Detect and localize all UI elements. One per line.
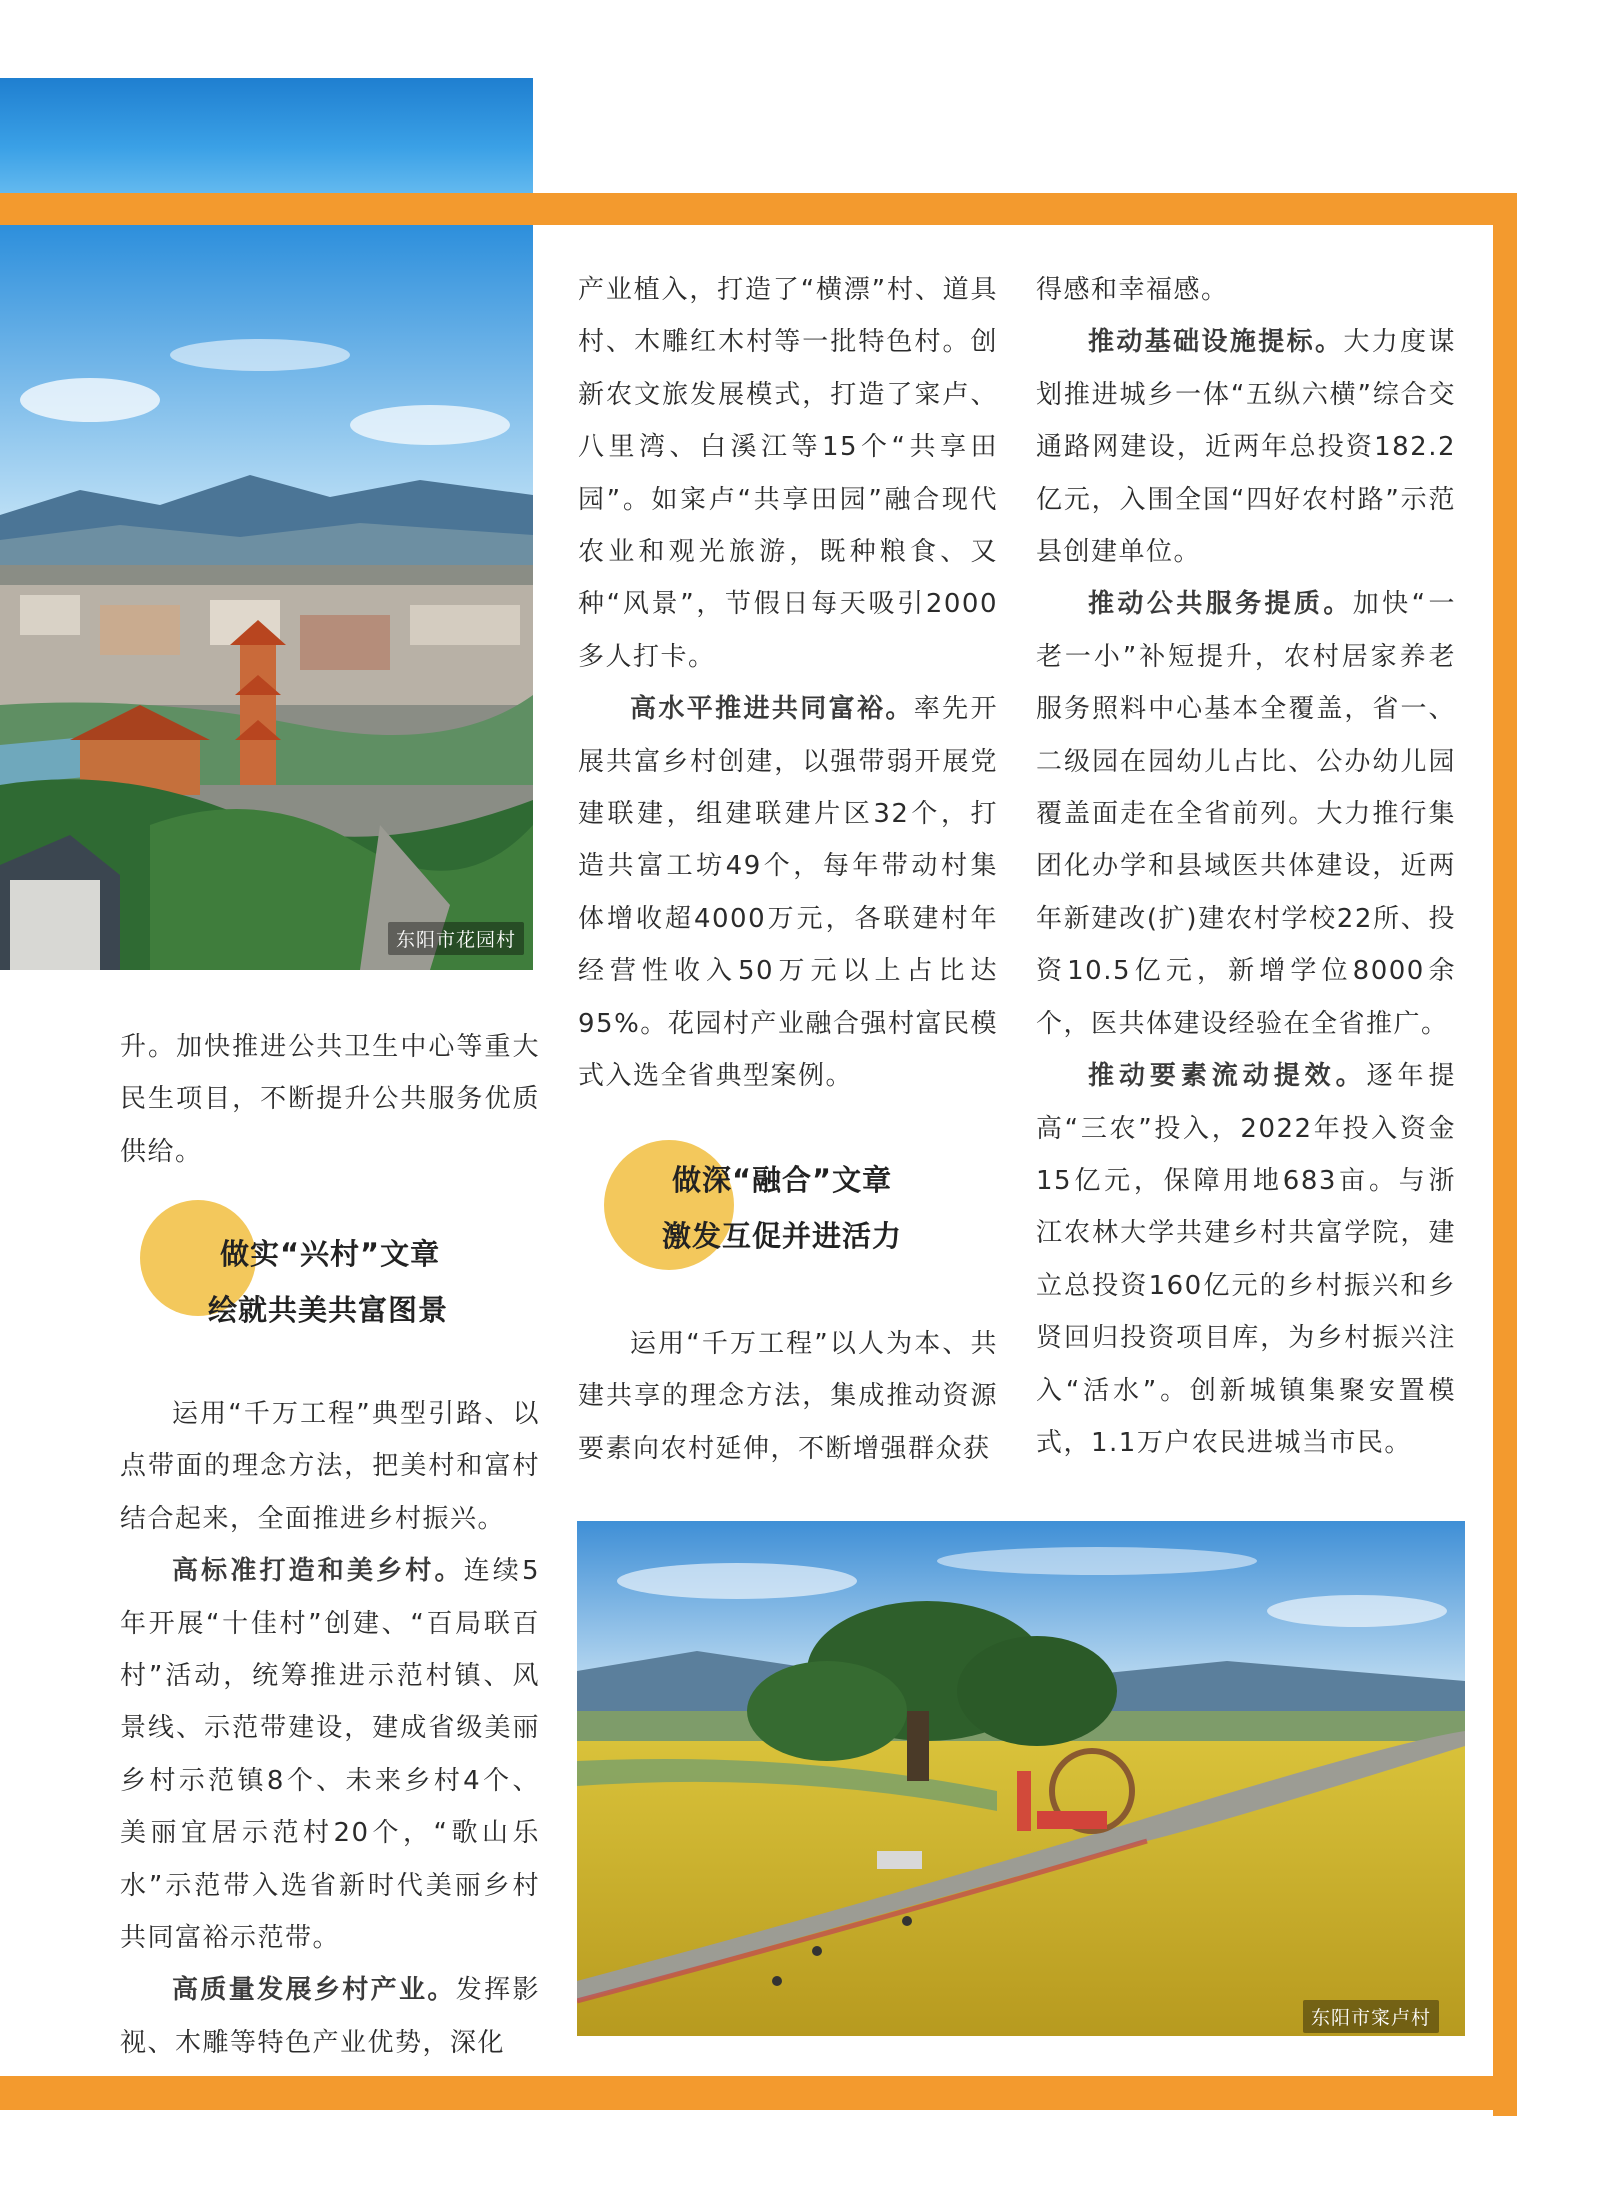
column-3-text [1036, 264, 1456, 1469]
column-1-bottom-text [120, 1388, 540, 2069]
heading-line: 激发互促并进活力 [662, 1219, 903, 1253]
sky-photo-strip [0, 78, 533, 193]
section-heading-1 [208, 1226, 449, 1338]
paragraph-lead: 推动要素流动提效。 [1088, 1061, 1367, 1092]
paragraph-lead: 推动公共服务提质。 [1088, 589, 1353, 620]
paragraph-body: 逐年提高“三农”投入，2022年投入资金15亿元，保障用地683亩。与浙江农林大学共建乡村共富学院，建立总投资160亿元的乡村振兴和乡贤回归投资项目库，为乡村振兴注入“活水”。创新城镇集聚安置模式，1.1万户农民进城当市民。 [1036, 1061, 1456, 1458]
paragraph [120, 1545, 540, 1964]
paragraph [578, 683, 998, 1102]
paragraph-body: 发挥影视、木雕等特色产业优势，深化 [120, 1975, 540, 2058]
paragraph [1036, 316, 1456, 578]
paragraph-lead: 高水平推进共同富裕。 [630, 694, 914, 725]
paragraph-body: 率先开展共富乡村创建，以强带弱开展党建联建，组建联建片区32个，打造共富工坊49个，每年带动村集体增收超4000万元，各联建村年经营性收入50万元以上占比达95%。花园村产业融合强村富民模式入选全省典型案例。 [578, 694, 998, 1092]
section-heading-2 [662, 1152, 903, 1264]
paragraph-body: 连续5年开展“十佳村”创建、“百局联百村”活动，统筹推进示范村镇、风景线、示范带建设，建成省级美丽乡村示范镇8个、未来乡村4个、美丽宜居示范村20个，“歌山乐水”示范带入选省新时代美丽乡村共同富裕示范带。 [120, 1556, 540, 1954]
paragraph-lead: 高质量发展乡村产业。 [172, 1975, 456, 2006]
paragraph: 运用“千万工程”典型引路、以点带面的理念方法，把美村和富村结合起来，全面推进乡村振兴。 [120, 1399, 540, 1534]
paragraph: 得感和幸福感。 [1036, 275, 1229, 305]
paragraph-lead: 推动基础设施提标。 [1088, 327, 1344, 358]
paragraph-lead: 高标准打造和美乡村。 [172, 1556, 464, 1587]
heading-line: 绘就共美共富图景 [208, 1293, 449, 1327]
paragraph: 运用“千万工程”以人为本、共建共享的理念方法，集成推动资源要素向农村延伸，不断增强群众获 [578, 1329, 998, 1464]
town-photo-caption: 东阳市花园村 [388, 922, 524, 955]
column-1-top-text [120, 1021, 540, 1178]
orange-frame-top [0, 193, 1517, 225]
paragraph-body: 加快“一老一小”补短提升，农村居家养老服务照料中心基本全覆盖，省一、二级园在园幼儿占比、公办幼儿园覆盖面走在全省前列。大力推行集团化办学和县域医共体建设，近两年新建改(扩)建农村学校22所、投资10.5亿元，新增学位8000余个，医共体建设经验在全省推广。 [1036, 589, 1456, 1039]
paragraph: 升。加快推进公共卫生中心等重大民生项目，不断提升公共服务优质供给。 [120, 1032, 540, 1167]
paragraph [1036, 578, 1456, 1050]
paragraph [120, 1964, 540, 2069]
rice-field-photo [577, 1521, 1465, 2036]
heading-line: 做深“融合”文章 [672, 1163, 893, 1197]
paragraph-body: 大力度谋划推进城乡一体“五纵六横”综合交通路网建设，近两年总投资182.2亿元，入围全国“四好农村路”示范县创建单位。 [1036, 327, 1456, 568]
paragraph: 产业植入，打造了“横漂”村、道具村、木雕红木村等一批特色村。创新农文旅发展模式，打造了寀卢、八里湾、白溪江等15个“共享田园”。如寀卢“共享田园”融合现代农业和观光旅游，既种粮食、又种“风景”，节假日每天吸引2000多人打卡。 [578, 275, 998, 672]
column-2-bottom-text [578, 1318, 998, 1475]
town-aerial-photo [0, 225, 533, 970]
paragraph [1036, 1050, 1456, 1469]
orange-frame-bottom [0, 2076, 1517, 2110]
orange-frame-right [1493, 193, 1517, 2116]
heading-line: 做实“兴村”文章 [220, 1237, 441, 1271]
field-photo-caption: 东阳市寀卢村 [1303, 2000, 1439, 2033]
column-2-text [578, 264, 998, 1103]
